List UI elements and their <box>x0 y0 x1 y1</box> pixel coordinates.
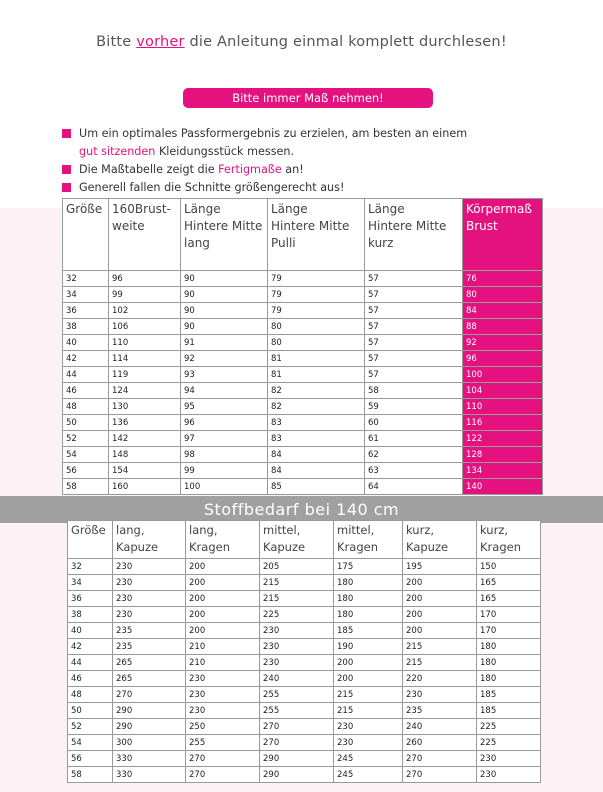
table-cell: 230 <box>403 687 477 703</box>
table-cell: 270 <box>186 767 260 783</box>
table-cell: 230 <box>334 735 403 751</box>
table-cell: 44 <box>63 367 109 383</box>
table-row <box>63 431 543 447</box>
table-cell: 97 <box>181 431 268 447</box>
measure-banner: Bitte immer Maß nehmen! <box>183 88 433 108</box>
table-cell: 230 <box>260 655 334 671</box>
table-cell: 81 <box>268 351 365 367</box>
table-cell: 290 <box>260 751 334 767</box>
table-cell: 245 <box>334 751 403 767</box>
table-cell: 265 <box>113 655 186 671</box>
table-cell: 128 <box>463 447 543 463</box>
table-cell: 215 <box>260 591 334 607</box>
table-row <box>68 767 541 783</box>
table-cell: 48 <box>63 399 109 415</box>
table-cell: 230 <box>113 591 186 607</box>
table-row <box>68 703 541 719</box>
table-cell: 255 <box>260 687 334 703</box>
table-cell: 148 <box>109 447 181 463</box>
table-cell: 180 <box>334 607 403 623</box>
table-cell: 180 <box>477 655 541 671</box>
column-header: 160Brust- weite <box>109 199 181 271</box>
table-cell: 230 <box>186 687 260 703</box>
table-cell: 200 <box>186 575 260 591</box>
table-cell: 160 <box>109 479 181 495</box>
table-cell: 90 <box>181 287 268 303</box>
table-cell: 32 <box>63 271 109 287</box>
table-row <box>68 591 541 607</box>
table-cell: 56 <box>63 463 109 479</box>
table-cell: 34 <box>63 287 109 303</box>
table-cell: 99 <box>181 463 268 479</box>
table-cell: 54 <box>68 735 113 751</box>
table-row <box>68 751 541 767</box>
table-cell: 57 <box>365 335 463 351</box>
table-row <box>63 383 543 399</box>
table-cell: 190 <box>334 639 403 655</box>
table-cell: 330 <box>113 767 186 783</box>
table-cell: 91 <box>181 335 268 351</box>
table-cell: 61 <box>365 431 463 447</box>
table-cell: 270 <box>186 751 260 767</box>
table-cell: 60 <box>365 415 463 431</box>
table-cell: 80 <box>463 287 543 303</box>
column-header: lang, Kragen <box>186 521 260 559</box>
table-cell: 46 <box>63 383 109 399</box>
table-cell: 106 <box>109 319 181 335</box>
table-row <box>63 479 543 495</box>
table-cell: 40 <box>68 623 113 639</box>
column-header: Körpermaß Brust <box>463 199 543 271</box>
table-cell: 52 <box>63 431 109 447</box>
column-header: mittel, Kragen <box>334 521 403 559</box>
table-row <box>63 303 543 319</box>
table-cell: 215 <box>334 703 403 719</box>
table-cell: 76 <box>463 271 543 287</box>
table-cell: 134 <box>463 463 543 479</box>
table-cell: 57 <box>365 287 463 303</box>
table-cell: 44 <box>68 655 113 671</box>
table-cell: 48 <box>68 687 113 703</box>
table-cell: 80 <box>268 335 365 351</box>
table-cell: 104 <box>463 383 543 399</box>
table-cell: 330 <box>113 751 186 767</box>
table-cell: 175 <box>334 559 403 575</box>
table-cell: 300 <box>113 735 186 751</box>
table-cell: 240 <box>403 719 477 735</box>
table-cell: 200 <box>334 655 403 671</box>
table-cell: 180 <box>334 575 403 591</box>
table-cell: 99 <box>109 287 181 303</box>
table-cell: 270 <box>403 751 477 767</box>
table-cell: 230 <box>334 719 403 735</box>
table-cell: 88 <box>463 319 543 335</box>
table-cell: 250 <box>186 719 260 735</box>
bullet-item: Die Maßtabelle zeigt die Fertigmaße an! <box>62 161 542 179</box>
column-header: Länge Hintere Mitte kurz <box>365 199 463 271</box>
table-cell: 40 <box>63 335 109 351</box>
table-cell: 90 <box>181 271 268 287</box>
table-row <box>63 287 543 303</box>
column-header: Größe <box>68 521 113 559</box>
table-cell: 290 <box>113 719 186 735</box>
table-cell: 50 <box>63 415 109 431</box>
table-cell: 102 <box>109 303 181 319</box>
table-row <box>68 559 541 575</box>
table-cell: 110 <box>109 335 181 351</box>
table-row <box>63 335 543 351</box>
table-cell: 235 <box>403 703 477 719</box>
table-cell: 200 <box>403 575 477 591</box>
table-cell: 38 <box>63 319 109 335</box>
table-row <box>68 575 541 591</box>
table-cell: 240 <box>260 671 334 687</box>
table-cell: 210 <box>186 655 260 671</box>
table-row <box>63 319 543 335</box>
table-row <box>63 447 543 463</box>
table-cell: 96 <box>109 271 181 287</box>
table-cell: 245 <box>334 767 403 783</box>
table-cell: 119 <box>109 367 181 383</box>
table-cell: 82 <box>268 383 365 399</box>
table-cell: 83 <box>268 415 365 431</box>
column-header: mittel, Kapuze <box>260 521 334 559</box>
table-cell: 58 <box>365 383 463 399</box>
bullet-item: Um ein optimales Passformergebnis zu erzielen, am besten an einem gut sitzenden Kleidungsstück messen. <box>62 125 542 161</box>
column-header: Länge Hintere Mitte lang <box>181 199 268 271</box>
table-cell: 165 <box>477 575 541 591</box>
table-row <box>63 271 543 287</box>
table-cell: 96 <box>463 351 543 367</box>
table-cell: 200 <box>186 607 260 623</box>
table-cell: 185 <box>334 623 403 639</box>
table-row <box>63 415 543 431</box>
table-cell: 62 <box>365 447 463 463</box>
table-cell: 92 <box>181 351 268 367</box>
table-cell: 95 <box>181 399 268 415</box>
table-cell: 180 <box>477 639 541 655</box>
table-cell: 200 <box>186 623 260 639</box>
table-cell: 57 <box>365 271 463 287</box>
table-cell: 57 <box>365 351 463 367</box>
table-cell: 90 <box>181 319 268 335</box>
fabric-table <box>67 520 541 783</box>
instructions-list <box>62 125 542 197</box>
table-cell: 82 <box>268 399 365 415</box>
table-row <box>68 671 541 687</box>
table-cell: 230 <box>113 607 186 623</box>
table-cell: 34 <box>68 575 113 591</box>
table-cell: 80 <box>268 319 365 335</box>
table-cell: 57 <box>365 319 463 335</box>
table-row <box>68 655 541 671</box>
column-header: Größe <box>63 199 109 271</box>
table-cell: 59 <box>365 399 463 415</box>
page-title: Bitte vorher die Anleitung einmal komplett durchlesen! <box>96 34 507 50</box>
table-cell: 116 <box>463 415 543 431</box>
table-cell: 100 <box>181 479 268 495</box>
table-cell: 124 <box>109 383 181 399</box>
table-row <box>68 639 541 655</box>
table-cell: 92 <box>463 335 543 351</box>
table-row <box>63 399 543 415</box>
table-row <box>63 463 543 479</box>
table-cell: 94 <box>181 383 268 399</box>
table-cell: 200 <box>403 591 477 607</box>
table-cell: 58 <box>68 767 113 783</box>
table-cell: 84 <box>268 447 365 463</box>
table-cell: 180 <box>477 671 541 687</box>
table-cell: 110 <box>463 399 543 415</box>
table-cell: 255 <box>260 703 334 719</box>
bullet-square-icon <box>62 183 71 192</box>
table-cell: 54 <box>63 447 109 463</box>
table-cell: 230 <box>186 703 260 719</box>
table-cell: 42 <box>63 351 109 367</box>
table-cell: 150 <box>477 559 541 575</box>
table-cell: 122 <box>463 431 543 447</box>
table-cell: 84 <box>268 463 365 479</box>
table-cell: 200 <box>403 607 477 623</box>
table-cell: 270 <box>113 687 186 703</box>
table-cell: 265 <box>113 671 186 687</box>
table-cell: 36 <box>68 591 113 607</box>
table-cell: 225 <box>477 735 541 751</box>
table-cell: 38 <box>68 607 113 623</box>
column-header: lang, Kapuze <box>113 521 186 559</box>
table-cell: 215 <box>334 687 403 703</box>
title-highlight: vorher <box>136 34 185 50</box>
table-cell: 200 <box>186 559 260 575</box>
table-cell: 270 <box>260 735 334 751</box>
table-cell: 200 <box>403 623 477 639</box>
table-cell: 96 <box>181 415 268 431</box>
table-cell: 36 <box>63 303 109 319</box>
table-cell: 200 <box>334 671 403 687</box>
table-cell: 220 <box>403 671 477 687</box>
table-cell: 225 <box>260 607 334 623</box>
table-cell: 170 <box>477 623 541 639</box>
table-cell: 57 <box>365 303 463 319</box>
table-cell: 46 <box>68 671 113 687</box>
table-cell: 210 <box>186 639 260 655</box>
table-cell: 165 <box>477 591 541 607</box>
table-cell: 79 <box>268 271 365 287</box>
table-cell: 79 <box>268 303 365 319</box>
table-cell: 230 <box>260 639 334 655</box>
table-row <box>63 351 543 367</box>
bullet-square-icon <box>62 129 71 138</box>
table-cell: 195 <box>403 559 477 575</box>
table-cell: 215 <box>260 575 334 591</box>
table-cell: 185 <box>477 703 541 719</box>
table-cell: 230 <box>113 575 186 591</box>
table-cell: 93 <box>181 367 268 383</box>
table-cell: 215 <box>403 655 477 671</box>
table-cell: 215 <box>403 639 477 655</box>
table-cell: 85 <box>268 479 365 495</box>
table-cell: 57 <box>365 367 463 383</box>
fabric-title-bar: Stoffbedarf bei 140 cm <box>0 496 603 523</box>
table-cell: 58 <box>63 479 109 495</box>
table-cell: 225 <box>477 719 541 735</box>
table-cell: 170 <box>477 607 541 623</box>
table-cell: 270 <box>403 767 477 783</box>
table-cell: 56 <box>68 751 113 767</box>
table-cell: 290 <box>260 767 334 783</box>
table-cell: 42 <box>68 639 113 655</box>
table-cell: 260 <box>403 735 477 751</box>
column-header: kurz, Kapuze <box>403 521 477 559</box>
bullet-item: Generell fallen die Schnitte größengerecht aus! <box>62 179 542 197</box>
table-cell: 230 <box>477 767 541 783</box>
table-cell: 32 <box>68 559 113 575</box>
table-cell: 142 <box>109 431 181 447</box>
bullet-square-icon <box>62 165 71 174</box>
table-row <box>68 607 541 623</box>
table-cell: 63 <box>365 463 463 479</box>
table-row <box>68 623 541 639</box>
table-cell: 98 <box>181 447 268 463</box>
table-cell: 230 <box>260 623 334 639</box>
table-cell: 83 <box>268 431 365 447</box>
table-cell: 230 <box>186 671 260 687</box>
table-cell: 64 <box>365 479 463 495</box>
table-cell: 290 <box>113 703 186 719</box>
table-cell: 100 <box>463 367 543 383</box>
table-cell: 79 <box>268 287 365 303</box>
table-cell: 140 <box>463 479 543 495</box>
table-cell: 205 <box>260 559 334 575</box>
column-header: Länge Hintere Mitte Pulli <box>268 199 365 271</box>
table-row <box>63 367 543 383</box>
table-cell: 230 <box>477 751 541 767</box>
table-cell: 136 <box>109 415 181 431</box>
table-cell: 185 <box>477 687 541 703</box>
table-cell: 154 <box>109 463 181 479</box>
table-cell: 230 <box>113 559 186 575</box>
table-row <box>68 735 541 751</box>
table-row <box>68 719 541 735</box>
table-cell: 81 <box>268 367 365 383</box>
table-cell: 90 <box>181 303 268 319</box>
table-cell: 84 <box>463 303 543 319</box>
column-header: kurz, Kragen <box>477 521 541 559</box>
table-cell: 235 <box>113 623 186 639</box>
table-cell: 235 <box>113 639 186 655</box>
table-cell: 114 <box>109 351 181 367</box>
table-cell: 180 <box>334 591 403 607</box>
table-row <box>68 687 541 703</box>
table-cell: 50 <box>68 703 113 719</box>
size-table <box>62 198 543 495</box>
table-cell: 270 <box>260 719 334 735</box>
table-cell: 200 <box>186 591 260 607</box>
table-cell: 255 <box>186 735 260 751</box>
table-cell: 52 <box>68 719 113 735</box>
table-cell: 130 <box>109 399 181 415</box>
